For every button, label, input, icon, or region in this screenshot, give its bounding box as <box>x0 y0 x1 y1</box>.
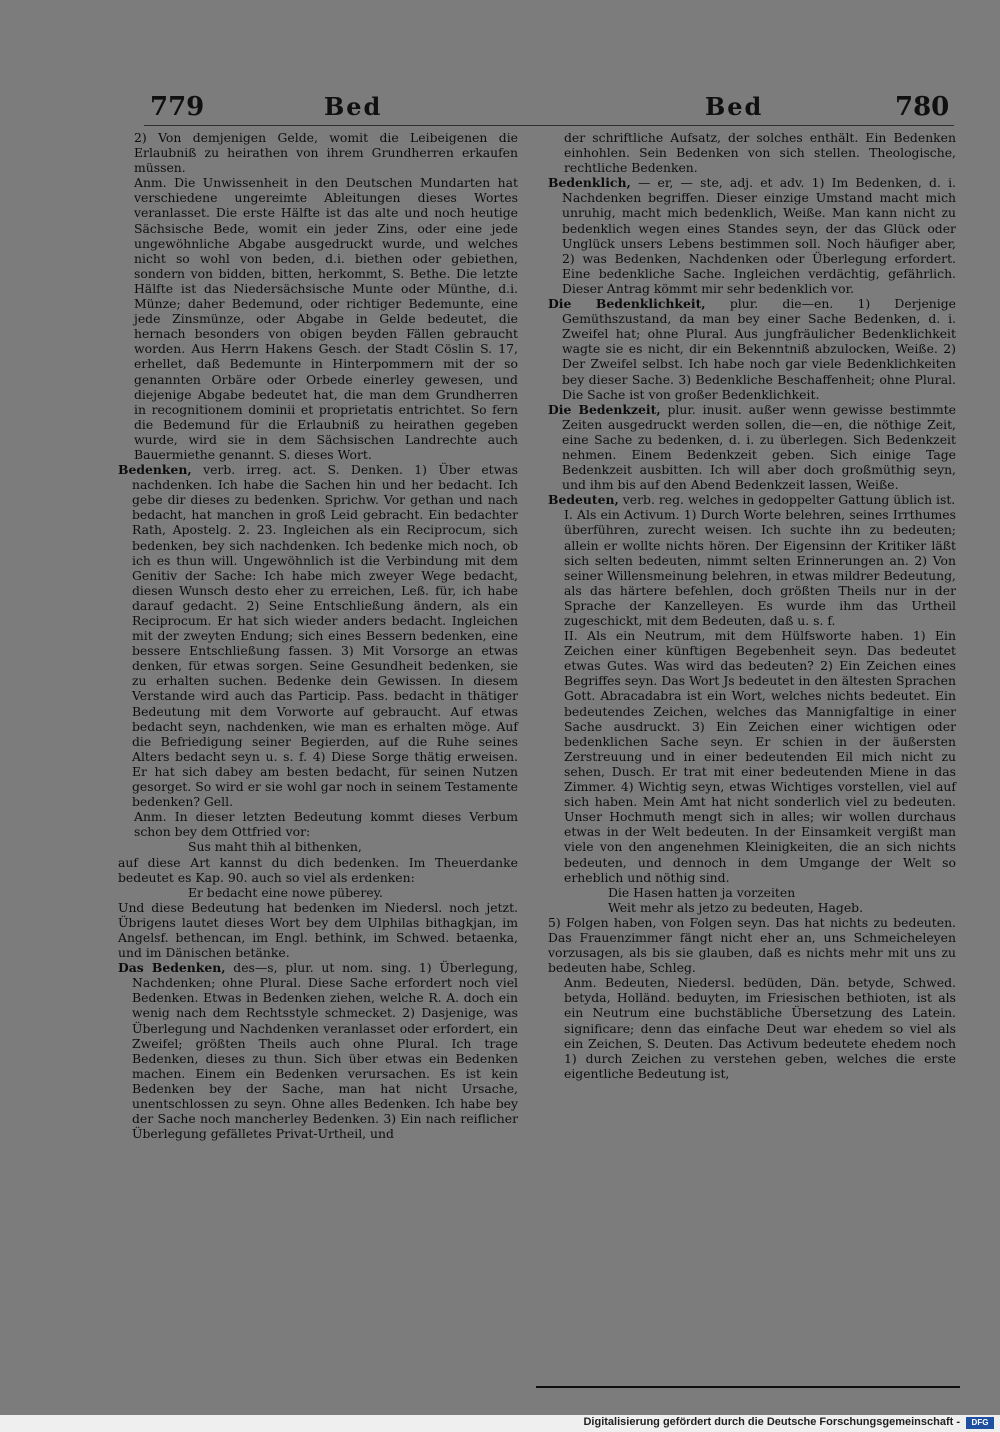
headword: Die Bedenklichkeit, <box>548 296 706 312</box>
paragraph: I. Als ein Activum. 1) Durch Worte belehren, seines Irrthumes überführen, zurecht weisen. Ich suchte ihn zu bedeuten; allein er wollte nichts hören. Der Eigensinn der Kritiker läßt sich selten bedeuten, nimmt selten Erinnerungen an. 2) Von seiner Willensmeinung belehren, in etwas mildrer Bedeutung, als das härtere befehlen, doch größten Theils nur in der Sprache der Kanzelleyen. Es wurde ihm das Urtheil zugeschickt, mit dem Bedeuten, daß u. s. f. <box>564 507 956 628</box>
paragraph: Und diese Bedeutung hat bedenken im Niedersl. noch jetzt. Übrigens lautet dieses Wort bey dem Ulphilas bithagkjan, im Angelsf. bethencan, im Engl. bethink, im Schwed. betaenka, und im Dänischen betänke. <box>118 899 518 961</box>
paragraph: II. Als ein Neutrum, mit dem Hülfsworte haben. 1) Ein Zeichen einer künftigen Begebenheit seyn. Das bedeutet etwas Gutes. Was wird das bedeuten? 2) Ein Zeichen eines Begriffes seyn. Das Wort Js bedeutet in den ältesten Sprachen Gott. Abracadabra ist ein Wort, welches nichts bedeutet. Ein bedeutendes Zeichen, welches das Mannigfaltige in einer Sache ausdruckt. 3) Ein Zeichen einer wichtigen oder bedenklichen Sache seyn. Er schien in der äußersten Zerstreuung und in einer bedeutenden Eil mich nicht zu sehen, Dusch. Er trat mit einer bedeutenden Miene in das Zimmer. 4) Wichtig seyn, etwas Wichtiges vorstellen, viel auf sich haben. Mein Amt hat nicht sonderlich viel zu bedeuten. Unser Hochmuth mengt sich in alles; wir wollen durchaus etwas in der Welt bedeuten. In der Einsamkeit vergißt man viele von den angenehmen Kleinigkeiten, die an sich nichts bedeuten, und dennoch in dem Umgange der Welt so erheblich und nöthig sind. <box>564 628 956 885</box>
page-number-right: 780 <box>895 92 950 122</box>
right-column <box>548 130 956 1081</box>
headword: Bedenklich, <box>548 175 631 191</box>
paragraph: auf diese Art kannst du dich bedenken. Im Theuerdanke bedeutet es Kap. 90. auch so viel als erdenken: <box>118 854 518 885</box>
dictionary-entry: Bedenken, verb. irreg. act. S. Denken. 1) Über etwas nachdenken. Ich habe die Sachen hin und her bedacht. Ich gebe dir dieses zu bedenken. Sprichw. Vor gethan und nach bedacht, hat manchen in groß Leid gebracht. Ein bedachter Rath, Apostelg. 2. 23. Ingleichen als ein Reciprocum, sich bedenken, bey sich nachdenken. Ich bedenke mich noch, ob ich es thun will. Ungewöhnlich ist die Verbindung mit dem Genitiv der Sache: Ich habe mich zweyer Wege bedacht, diesen Wunsch desto eher zu erreichen, Leß. für, ich habe darauf gedacht. 2) Seine Entschließung ändern, als ein Reciprocum. Er hat sich wieder anders bedacht. Ingleichen mit der zweyten Endung; sich eines Bessern bedenken, eine bessere Entschließung fassen. 3) Mit Vorsorge an etwas denken, für etwas sorgen. Seine Gesundheit bedenken, sie zu erhalten suchen. Bedenke dein Gewissen. In diesem Verstande wird auch das Particip. Pass. bedacht in thätiger Bedeutung mit dem Vorworte auf gebraucht. Auf etwas bedacht seyn, nachdenken, wie man es erhalten möge. Auf die Befriedigung seiner Begierden, auf die Ruhe seines Alters bedacht seyn u. s. f. 4) Diese Sorge thätig erweisen. Er hat sich dabey am besten bedacht, für seinen Nutzen gesorget. So wird er sie wohl gar noch in seinem Testamente bedenken? Gell. <box>118 462 518 810</box>
paragraph: Anm. Die Unwissenheit in den Deutschen Mundarten hat verschiedene ungereimte Ableitungen dieses Wortes veranlasset. Die erste Hälfte ist das alte und noch heutige Sächsische Bede, womit ein jeder Zins, oder eine jede ungewöhnliche Abgabe ausgedruckt wurde, und welches nicht so wohl von beden, d.i. biethen oder gebiethen, sondern von bidden, bitten, herkommt, S. Bethe. Die letzte Hälfte ist das Niedersächsische Munte oder Münthe, d.i. Münze; daher Bedemund, oder richtiger Bedemunte, eine jede Zinsmünze, oder Abgabe in Gelde bedeutet, die hernach besonders von obigen beyden Fällen gebraucht worden. Aus Herrn Hakens Gesch. der Stadt Cöslin S. 17, erhellet, daß Bedemunte in Hinterpommern mit der so genannten Orbäre oder Orbede einerley gewesen, und diejenige Abgabe bedeutet hat, die man dem Grundherren in recognitionem dominii et proprietatis entrichtet. So fern die Bedemund für die Erlaubniß zu heirathen gegeben wurde, wird sie in dem Sächsischen Landrechte auch Bauermiethe genannt. S. dieses Wort. <box>134 175 518 462</box>
headword: Die Bedenkzeit, <box>548 401 661 417</box>
headword: Bedeuten, <box>548 492 619 508</box>
dictionary-entry: Die Bedenkzeit, plur. inusit. außer wenn gewisse bestimmte Zeiten ausgedruckt werden sollen, die—en, die nöthige Zeit, eine Sache zu bedenken, d. i. zu überlegen. Sich Bedenkzeit nehmen. Einem Bedenkzeit geben. Sich einige Tage Bedenkzeit ausbitten. Ich will aber doch großmüthig seyn, und ihm bis auf den Abend Bedenkzeit lassen, Weiße. <box>548 401 957 493</box>
running-head-left: Bed <box>324 92 383 121</box>
page-number-left: 779 <box>150 92 205 122</box>
paragraph: Die Hasen hatten ja vorzeiten <box>608 884 796 900</box>
headword: Bedenken, <box>118 462 192 478</box>
paragraph: Anm. Bedeuten, Niedersl. bedüden, Dän. betyde, Schwed. betyda, Holländ. beduyten, im Friesischen bethioten, ist als ein Neutrum eine buchstäbliche Übersetzung des Latein. significare; denn das einfache Deut war ehedem so viel als ein Zeichen, S. Deuten. Das Activum bedeutete ehedem noch 1) durch Zeichen zu verstehen geben, welches die erste eigentliche Bedeutung ist, <box>564 975 956 1081</box>
dfg-logo: DFG <box>966 1417 994 1429</box>
dictionary-entry: Bedeuten, verb. reg. welches in gedoppelter Gattung üblich ist. <box>548 492 956 508</box>
paragraph: Er bedacht eine nowe püberey. <box>188 884 383 900</box>
footer-credit: Digitalisierung gefördert durch die Deutsche Forschungsgemeinschaft - <box>583 1416 960 1428</box>
paragraph: 5) Folgen haben, von Folgen seyn. Das hat nichts zu bedeuten. Das Frauenzimmer fängt nicht eher an, uns Schmeicheleyen vorzusagen, als bis sie glauben, daß es nichts mehr mit uns zu bedeuten habe, Schleg. <box>548 914 956 976</box>
dictionary-entry: Bedenklich, — er, — ste, adj. et adv. 1) Im Bedenken, d. i. Nachdenken begriffen. Dieser einzige Umstand macht mich unruhig, macht mich bedenklich, Weiße. Man kann nicht zu bedenklich wegen eines Standes seyn, der das Glück oder Unglück unsers Lebens bestimmen soll. Noch häufiger aber, 2) was Bedenken, Nachdenken oder Überlegung erfordert. Eine bedenkliche Sache. Ingleichen verdächtig, gefährlich. Dieser Antrag kömmt mir sehr bedenklich vor. <box>548 175 956 296</box>
left-column <box>118 130 518 1141</box>
paragraph: 2) Von demjenigen Gelde, womit die Leibeigenen die Erlaubniß zu heirathen von ihrem Grundherren erkaufen müssen. <box>134 130 518 176</box>
headword: Das Bedenken, <box>118 960 226 976</box>
digitization-footer <box>0 1415 1000 1432</box>
paragraph: Sus maht thih al bithenken, <box>188 839 362 855</box>
header-rule <box>144 125 954 126</box>
running-head-right: Bed <box>705 92 764 121</box>
dictionary-entry: Die Bedenklichkeit, plur. die—en. 1) Derjenige Gemüthszustand, da man bey einer Sache Bedenken, d. i. Zweifel hat; ohne Plural. Aus jungfräulicher Bedenklichkeit wagte sie es nicht, dir ein Bekenntniß abzulocken, Weiße. 2) Der Zweifel selbst. Ich habe noch gar viele Bedenklichkeiten bey dieser Sache. 3) Bedenkliche Beschaffenheit; ohne Plural. Die Sache ist von großer Bedenklichkeit. <box>548 296 956 402</box>
paragraph: Anm. In dieser letzten Bedeutung kommt dieses Verbum schon bey dem Ottfried vor: <box>134 809 518 840</box>
paragraph: Weit mehr als jetzo zu bedeuten, Hageb. <box>608 899 864 915</box>
dictionary-entry: Das Bedenken, des—s, plur. ut nom. sing. 1) Überlegung, Nachdenken; ohne Plural. Diese Sache erfordert noch viel Bedenken. Etwas in Bedenken ziehen, welche R. A. doch ein wenig nach dem Rechtsstyle schmecket. 2) Dasjenige, was Überlegung und Nachdenken veranlasset oder erfordert, ein Zweifel; größten Theils auch ohne Plural. Ich trage Bedenken, dieses zu thun. Sich über etwas ein Bedenken machen. Einem ein Bedenken verursachen. Es ist kein Bedenken bey der Sache, man hat nicht Ursache, unentschlossen zu seyn. Ohne alles Bedenken. Ich habe bey der Sache noch mancherley Bedenken. 3) Ein nach reiflicher Überlegung gefälletes Privat-Urtheil, und <box>118 960 519 1142</box>
bottom-rule <box>536 1386 960 1388</box>
paragraph: der schriftliche Aufsatz, der solches enthält. Ein Bedenken einhohlen. Sein Bedenken von sich stellen. Theologische, rechtliche Bedenken. <box>564 130 956 176</box>
